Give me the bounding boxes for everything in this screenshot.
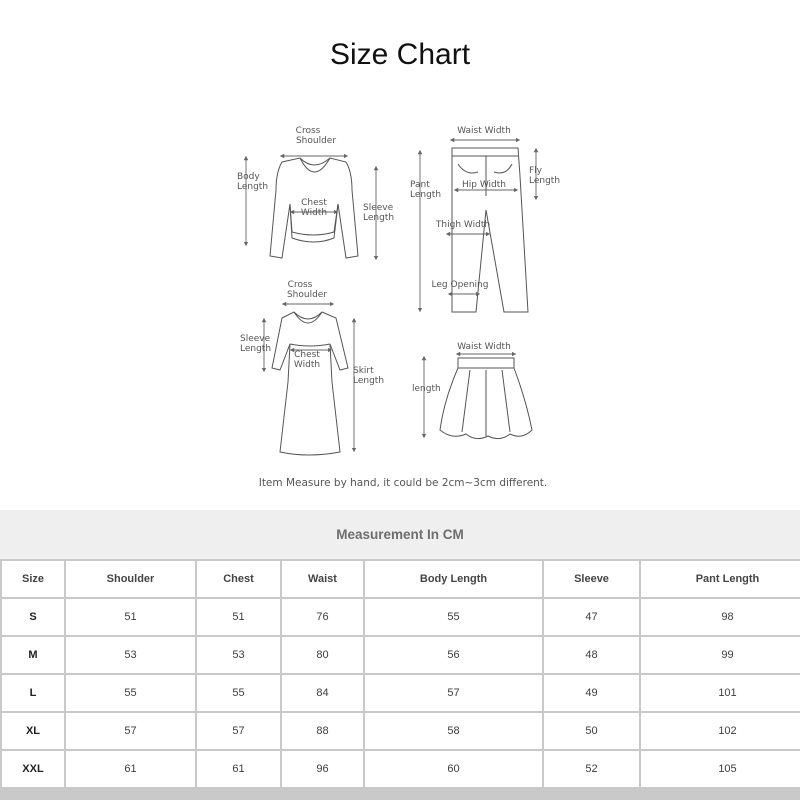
dress-skirt-length-label: Skirt (353, 366, 374, 376)
header-size: Size (2, 561, 64, 597)
pant-length-cell: 98 (641, 599, 800, 635)
pants-length-label: Pant (410, 180, 430, 190)
size-cell: M (2, 637, 64, 673)
pant-length-cell: 105 (641, 751, 800, 787)
chest-cell: 57 (197, 713, 280, 749)
table-row (2, 713, 800, 749)
top-cross-shoulder-label-2: Shoulder (295, 136, 337, 146)
header-chest: Chest (197, 561, 280, 597)
body-length-cell: 58 (365, 713, 542, 749)
table-row (2, 637, 800, 673)
page-title: Size Chart (329, 38, 471, 71)
sleeve-cell: 50 (544, 713, 639, 749)
body-length-cell: 56 (365, 637, 542, 673)
size-cell: XXL (2, 751, 64, 787)
garment-illustrations (220, 115, 580, 475)
header-shoulder: Shoulder (66, 561, 195, 597)
dress-chest-width-label: Chest (294, 350, 320, 360)
chest-cell: 53 (197, 637, 280, 673)
size-cell: L (2, 675, 64, 711)
body-length-cell: 57 (365, 675, 542, 711)
size-table (0, 510, 800, 800)
pants-fly-length-label: Fly (529, 166, 543, 176)
waist-cell: 96 (282, 751, 363, 787)
table-row (2, 675, 800, 711)
pants-length-label-2: Length (410, 190, 442, 200)
dress-figure (272, 312, 348, 455)
sleeve-cell: 49 (544, 675, 639, 711)
table-row (2, 751, 800, 787)
sleeve-cell: 47 (544, 599, 639, 635)
chest-cell: 51 (197, 599, 280, 635)
header-row (2, 561, 800, 597)
table-caption: Measurement In CM (0, 510, 800, 559)
header-sleeve: Sleeve (544, 561, 639, 597)
dress-sleeve-length-label: Sleeve (240, 334, 271, 344)
shoulder-cell: 57 (66, 713, 195, 749)
shoulder-cell: 53 (66, 637, 195, 673)
sleeve-cell: 48 (544, 637, 639, 673)
waist-cell: 80 (282, 637, 363, 673)
top-body-length-label: Body (237, 172, 260, 182)
dress-cross-shoulder-label-2: Shoulder (286, 290, 328, 300)
top-chest-width-label-2: Width (300, 208, 328, 218)
sleeve-cell: 52 (544, 751, 639, 787)
waist-cell: 88 (282, 713, 363, 749)
waist-cell: 76 (282, 599, 363, 635)
measurement-diagram (220, 115, 580, 475)
pant-length-cell: 101 (641, 675, 800, 711)
dress-sleeve-length-label-2: Length (240, 344, 272, 354)
skirt-length-label: length (412, 384, 441, 394)
header-pant-length: Pant Length (641, 561, 800, 597)
pants-thigh-width-label: Thigh Width (435, 220, 491, 230)
header-waist: Waist (282, 561, 363, 597)
top-cross-shoulder-label: Cross (295, 126, 321, 136)
pant-length-cell: 99 (641, 637, 800, 673)
chest-cell: 61 (197, 751, 280, 787)
pants-waist-width-label: Waist Width (457, 126, 511, 136)
shoulder-cell: 51 (66, 599, 195, 635)
table-row (2, 599, 800, 635)
size-grid (0, 559, 800, 789)
pants-hip-width-label: Hip Width (462, 180, 506, 190)
top-chest-width-label: Chest (301, 198, 327, 208)
top-body-length-label-2: Length (237, 182, 269, 192)
dress-chest-width-label-2: Width (293, 360, 321, 370)
skirt-figure (440, 358, 532, 439)
dress-cross-shoulder-label: Cross (287, 280, 313, 290)
skirt-waist-width-label: Waist Width (457, 342, 511, 352)
shoulder-cell: 55 (66, 675, 195, 711)
measurement-note: Item Measure by hand, it could be 2cm~3cm different. (258, 477, 548, 489)
chest-cell: 55 (197, 675, 280, 711)
pants-leg-opening-label: Leg Opening (431, 280, 489, 290)
pant-length-cell: 102 (641, 713, 800, 749)
top-sleeve-length-label: Sleeve (363, 203, 394, 213)
pants-fly-length-label-2: Length (529, 176, 561, 186)
top-sleeve-length-label-2: Length (363, 213, 395, 223)
shoulder-cell: 61 (66, 751, 195, 787)
dress-skirt-length-label-2: Length (353, 376, 385, 386)
body-length-cell: 60 (365, 751, 542, 787)
body-length-cell: 55 (365, 599, 542, 635)
size-cell: S (2, 599, 64, 635)
waist-cell: 84 (282, 675, 363, 711)
header-body-length: Body Length (365, 561, 542, 597)
size-cell: XL (2, 713, 64, 749)
